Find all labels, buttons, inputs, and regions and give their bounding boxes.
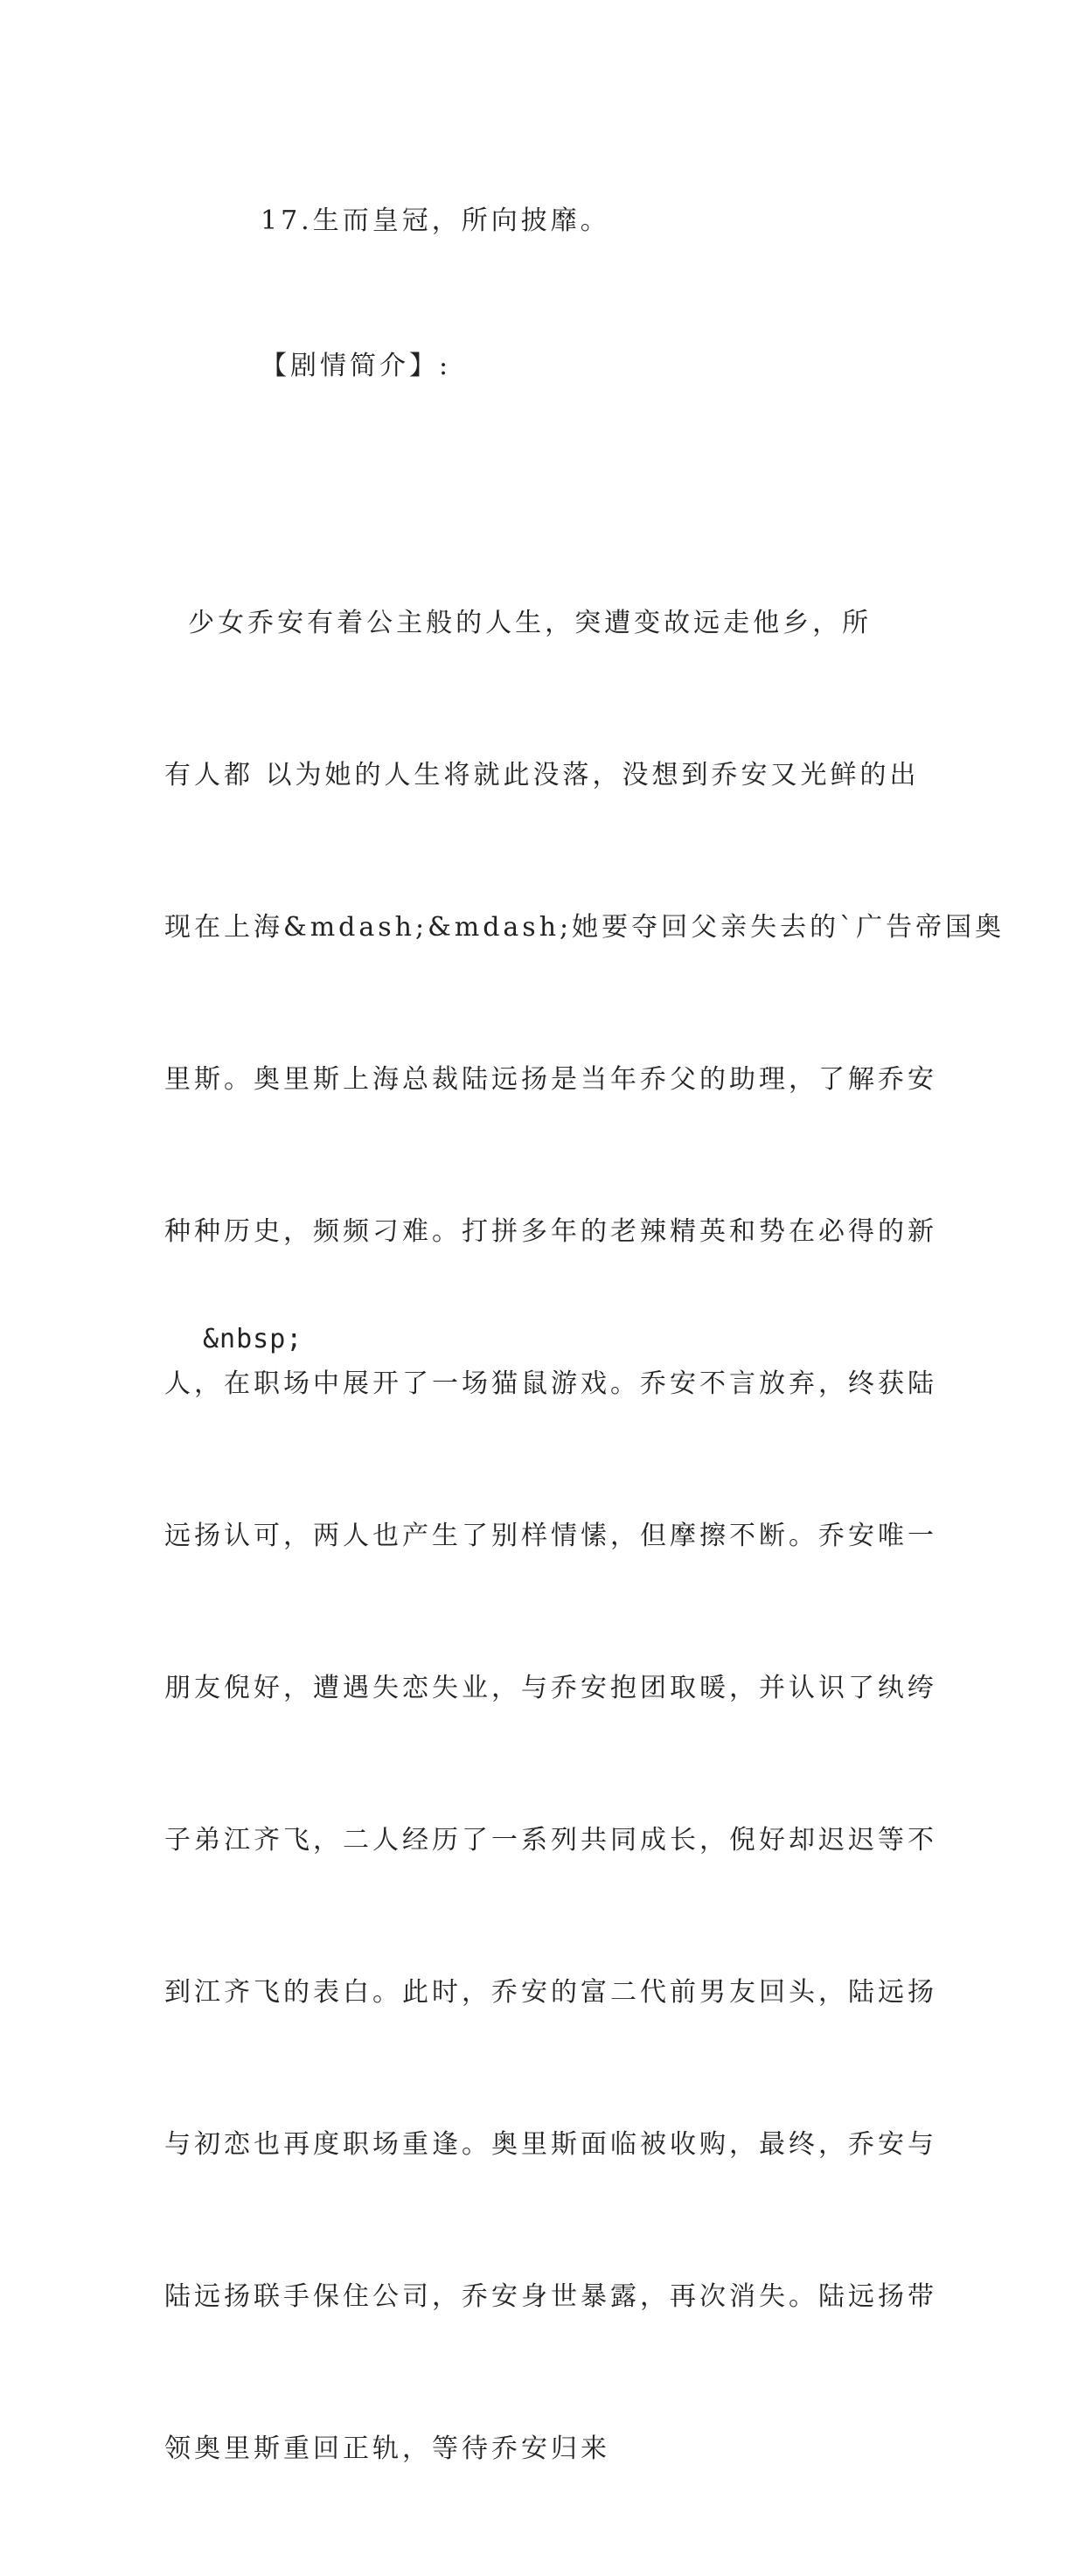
synopsis-line: 远扬认可，两人也产生了别样情愫，但摩擦不断。乔安唯一 xyxy=(164,1521,937,1551)
html-entity-text: &nbsp; xyxy=(203,1324,303,1354)
synopsis-line: 少女乔安有着公主般的人生，突遭变故远走他乡，所 xyxy=(164,608,873,638)
synopsis-line: 到江齐飞的表白。此时，乔安的富二代前男友回头，陆远扬 xyxy=(164,1977,937,2008)
synopsis-line: 朋友倪好，遭遇失恋失业，与乔安抱团取暖，并认识了纨绔 xyxy=(164,1673,937,1703)
synopsis-line: 陆远扬联手保住公司，乔安身世暴露，再次消失。陆远扬带 xyxy=(164,2281,937,2312)
synopsis-line: 领奥里斯重回正轨，等待乔安归来 xyxy=(164,2433,610,2464)
synopsis-line: 子弟江齐飞，二人经历了一系列共同成长，倪好却迟迟等不 xyxy=(164,1825,937,1855)
synopsis-line: 有人都 以为她的人生将就此没落，没想到乔安又光鲜的出 xyxy=(164,760,920,790)
synopsis-line: 人，在职场中展开了一场猫鼠游戏。乔安不言放弃，终获陆 xyxy=(164,1368,937,1399)
synopsis-line: 现在上海&mdash;&mdash;她要夺回父亲失去的`广告帝国奥 xyxy=(164,912,1005,943)
synopsis-line: 里斯。奥里斯上海总裁陆远扬是当年乔父的助理，了解乔安 xyxy=(164,1064,937,1095)
synopsis-line: 与初恋也再度职场重逢。奥里斯面临被收购，最终，乔安与 xyxy=(164,2129,937,2160)
synopsis-heading: 【剧情简介】: xyxy=(261,351,452,381)
list-item-17: 17.生而皇冠，所向披靡。 xyxy=(261,205,610,236)
synopsis-line: 种种历史，频频刁难。打拼多年的老辣精英和势在必得的新 xyxy=(164,1216,937,1247)
